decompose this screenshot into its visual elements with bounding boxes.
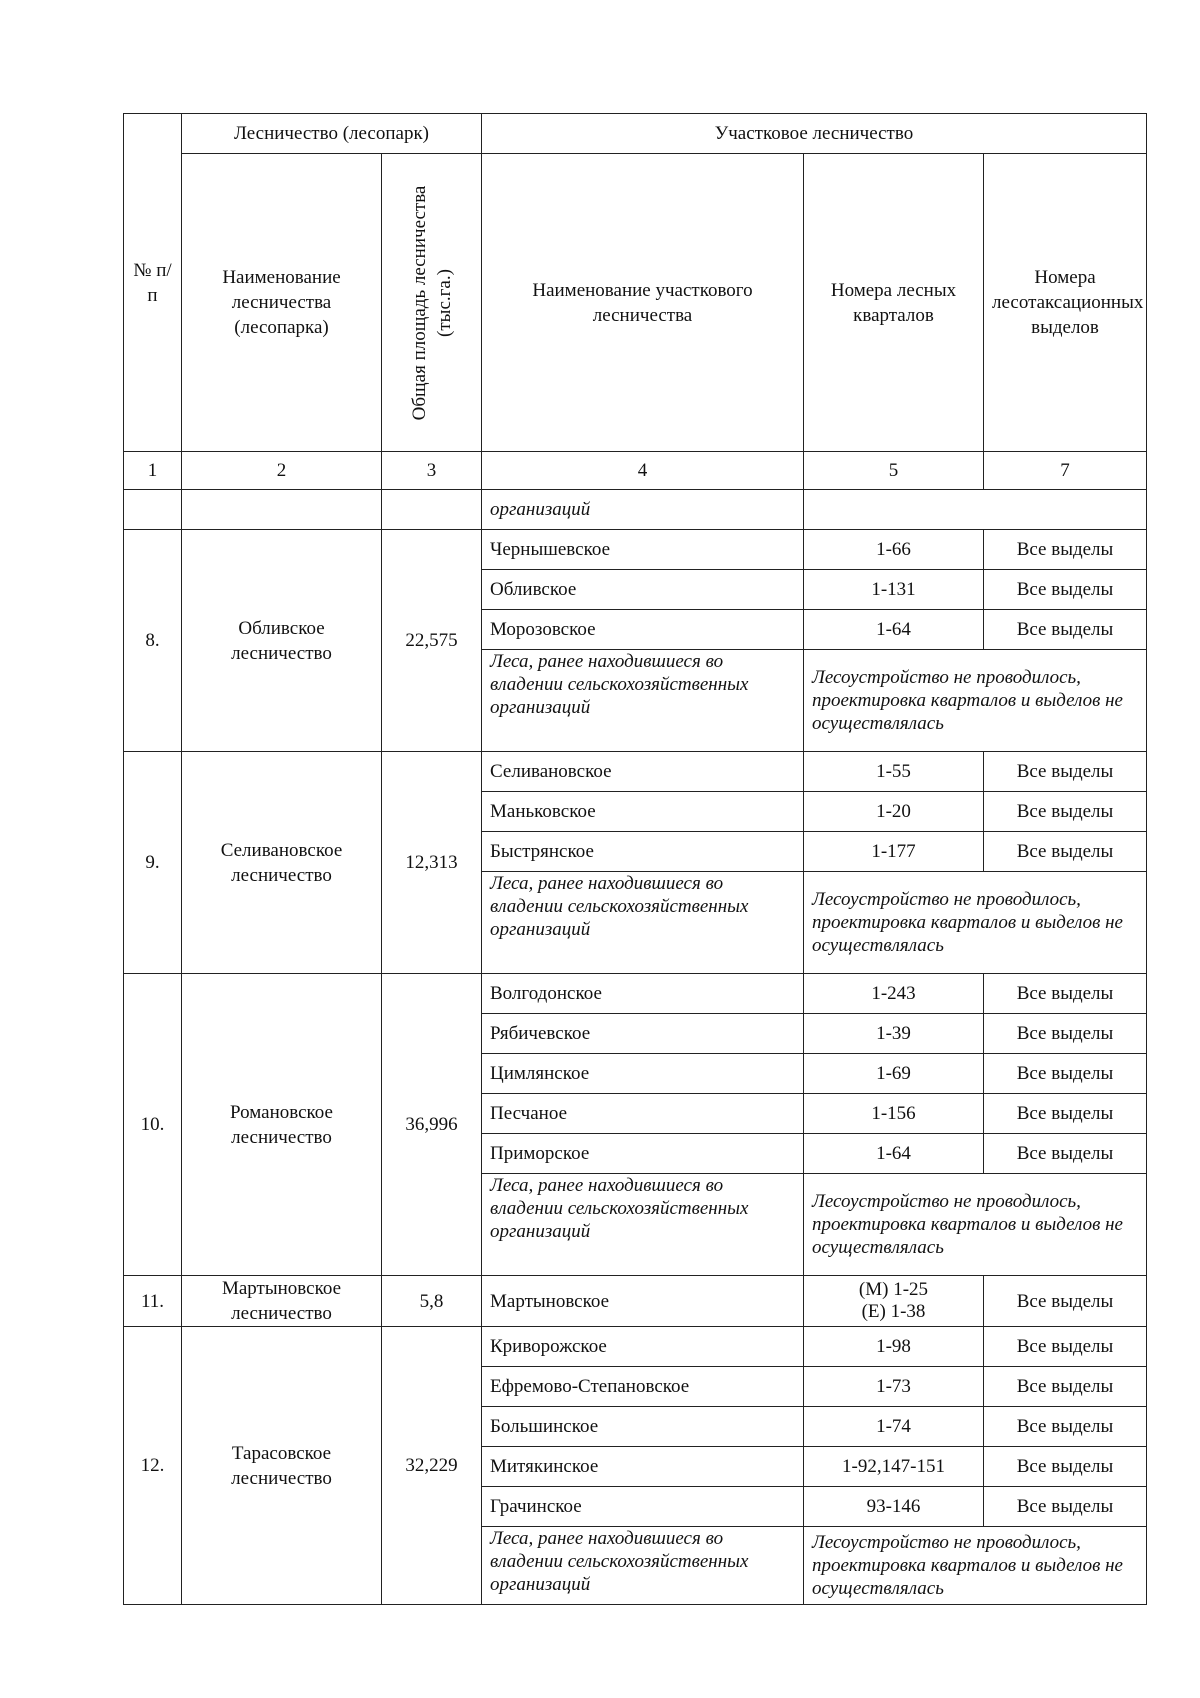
row-number: 12.	[124, 1327, 182, 1605]
header-district-group: Участковое лесничество	[482, 114, 1147, 154]
header-district-name: Наименование участкового лесничества	[482, 154, 804, 452]
no-forest-management-note: Лесоустройство не проводилось, проектировка кварталов и выделов не осуществлялась	[804, 650, 1147, 752]
header-num: № п/п	[124, 114, 182, 452]
allotment-numbers: Все выделы	[984, 1134, 1147, 1174]
allotment-numbers: Все выделы	[984, 1014, 1147, 1054]
table-row	[124, 752, 1147, 792]
district-name: Приморское	[482, 1134, 804, 1174]
quarter-numbers: 1-73	[804, 1367, 984, 1407]
quarter-numbers: 1-39	[804, 1014, 984, 1054]
empty-cell	[182, 490, 382, 530]
forestry-name: Селивановское лесничество	[182, 752, 382, 974]
quarter-numbers: 1-64	[804, 1134, 984, 1174]
col-number: 5	[804, 452, 984, 490]
quarter-numbers	[804, 1276, 984, 1327]
forestry-area: 36,996	[382, 974, 482, 1276]
forestry-table	[123, 113, 1147, 1605]
column-numbers-row	[124, 452, 1147, 490]
row-number: 8.	[124, 530, 182, 752]
district-name: Чернышевское	[482, 530, 804, 570]
header-allotments: Номера лесотаксационных выделов	[984, 154, 1147, 452]
carry-over-row	[124, 490, 1147, 530]
former-agricultural-forests-note: Леса, ранее находившиеся во владении сельскохозяйственных организаций	[482, 650, 804, 752]
header-quarters: Номера лесных кварталов	[804, 154, 984, 452]
district-name: Грачинское	[482, 1487, 804, 1527]
allotment-numbers: Все выделы	[984, 530, 1147, 570]
allotment-numbers: Все выделы	[984, 1447, 1147, 1487]
forestry-name: Романовское лесничество	[182, 974, 382, 1276]
district-name: Селивановское	[482, 752, 804, 792]
quarter-numbers: 1-243	[804, 974, 984, 1014]
district-name: Большинское	[482, 1407, 804, 1447]
col-number: 2	[182, 452, 382, 490]
allotment-numbers: Все выделы	[984, 1407, 1147, 1447]
no-forest-management-note: Лесоустройство не проводилось, проектировка кварталов и выделов не осуществлялась	[804, 872, 1147, 974]
quarter-numbers: 1-66	[804, 530, 984, 570]
col-number: 3	[382, 452, 482, 490]
allotment-numbers: Все выделы	[984, 752, 1147, 792]
table-row	[124, 974, 1147, 1014]
empty-cell	[124, 490, 182, 530]
table-row	[124, 1327, 1147, 1367]
empty-cell	[804, 490, 1147, 530]
allotment-numbers: Все выделы	[984, 1487, 1147, 1527]
forestry-area: 32,229	[382, 1327, 482, 1605]
header-forestry-group: Лесничество (лесопарк)	[182, 114, 482, 154]
quarter-numbers: 1-20	[804, 792, 984, 832]
allotment-numbers: Все выделы	[984, 1367, 1147, 1407]
quarter-numbers: 1-98	[804, 1327, 984, 1367]
forestry-name: Мартыновское лесничество	[182, 1276, 382, 1327]
no-forest-management-note: Лесоустройство не проводилось, проектировка кварталов и выделов не осуществлялась	[804, 1174, 1147, 1276]
allotment-numbers: Все выделы	[984, 1094, 1147, 1134]
allotment-numbers: Все выделы	[984, 1327, 1147, 1367]
header-area	[382, 154, 482, 452]
district-name: Морозовское	[482, 610, 804, 650]
quarter-numbers: 1-92,147-151	[804, 1447, 984, 1487]
quarter-numbers: 1-131	[804, 570, 984, 610]
header-forestry-name: Наименование лесничества (лесопарка)	[182, 154, 382, 452]
row-number: 11.	[124, 1276, 182, 1327]
district-name: Песчаное	[482, 1094, 804, 1134]
no-forest-management-note: Лесоустройство не проводилось, проектировка кварталов и выделов не осуществлялась	[804, 1527, 1147, 1605]
forestry-name: Обливское лесничество	[182, 530, 382, 752]
district-name: Мартыновское	[482, 1276, 804, 1327]
table-row	[124, 1276, 1147, 1327]
row-number: 9.	[124, 752, 182, 974]
district-name: Криворожское	[482, 1327, 804, 1367]
col-number: 7	[984, 452, 1147, 490]
allotment-numbers: Все выделы	[984, 1054, 1147, 1094]
empty-cell	[382, 490, 482, 530]
allotment-numbers: Все выделы	[984, 792, 1147, 832]
quarter-numbers: 1-64	[804, 610, 984, 650]
district-name: Цимлянское	[482, 1054, 804, 1094]
district-name: Ефремово-Степановское	[482, 1367, 804, 1407]
carry-over-district: организаций	[482, 490, 804, 530]
allotment-numbers: Все выделы	[984, 1276, 1147, 1327]
header-area-line2: (тыс.га.)	[433, 268, 455, 337]
quarter-numbers: 1-55	[804, 752, 984, 792]
district-name: Волгодонское	[482, 974, 804, 1014]
quarter-numbers: 1-156	[804, 1094, 984, 1134]
col-number: 4	[482, 452, 804, 490]
quarter-numbers: 93-146	[804, 1487, 984, 1527]
table-row	[124, 530, 1147, 570]
former-agricultural-forests-note: Леса, ранее находившиеся во владении сельскохозяйственных организаций	[482, 872, 804, 974]
district-name: Быстрянское	[482, 832, 804, 872]
header-area-line1: Общая площадь лесничества	[408, 185, 430, 420]
quarter-numbers: 1-74	[804, 1407, 984, 1447]
district-name: Обливское	[482, 570, 804, 610]
quarter-numbers: 1-177	[804, 832, 984, 872]
former-agricultural-forests-note: Леса, ранее находившиеся во владении сельскохозяйственных организаций	[482, 1174, 804, 1276]
district-name: Маньковское	[482, 792, 804, 832]
forestry-area: 12,313	[382, 752, 482, 974]
quarter-line: (М) 1-25	[858, 1279, 929, 1300]
row-number: 10.	[124, 974, 182, 1276]
forestry-area: 5,8	[382, 1276, 482, 1327]
allotment-numbers: Все выделы	[984, 974, 1147, 1014]
quarter-line: (Е) 1-38	[861, 1301, 926, 1322]
allotment-numbers: Все выделы	[984, 832, 1147, 872]
allotment-numbers: Все выделы	[984, 570, 1147, 610]
district-name: Митякинское	[482, 1447, 804, 1487]
col-number: 1	[124, 452, 182, 490]
district-name: Рябичевское	[482, 1014, 804, 1054]
former-agricultural-forests-note: Леса, ранее находившиеся во владении сельскохозяйственных организаций	[482, 1527, 804, 1605]
allotment-numbers: Все выделы	[984, 610, 1147, 650]
forestry-name: Тарасовское лесничество	[182, 1327, 382, 1605]
quarter-numbers: 1-69	[804, 1054, 984, 1094]
forestry-area: 22,575	[382, 530, 482, 752]
